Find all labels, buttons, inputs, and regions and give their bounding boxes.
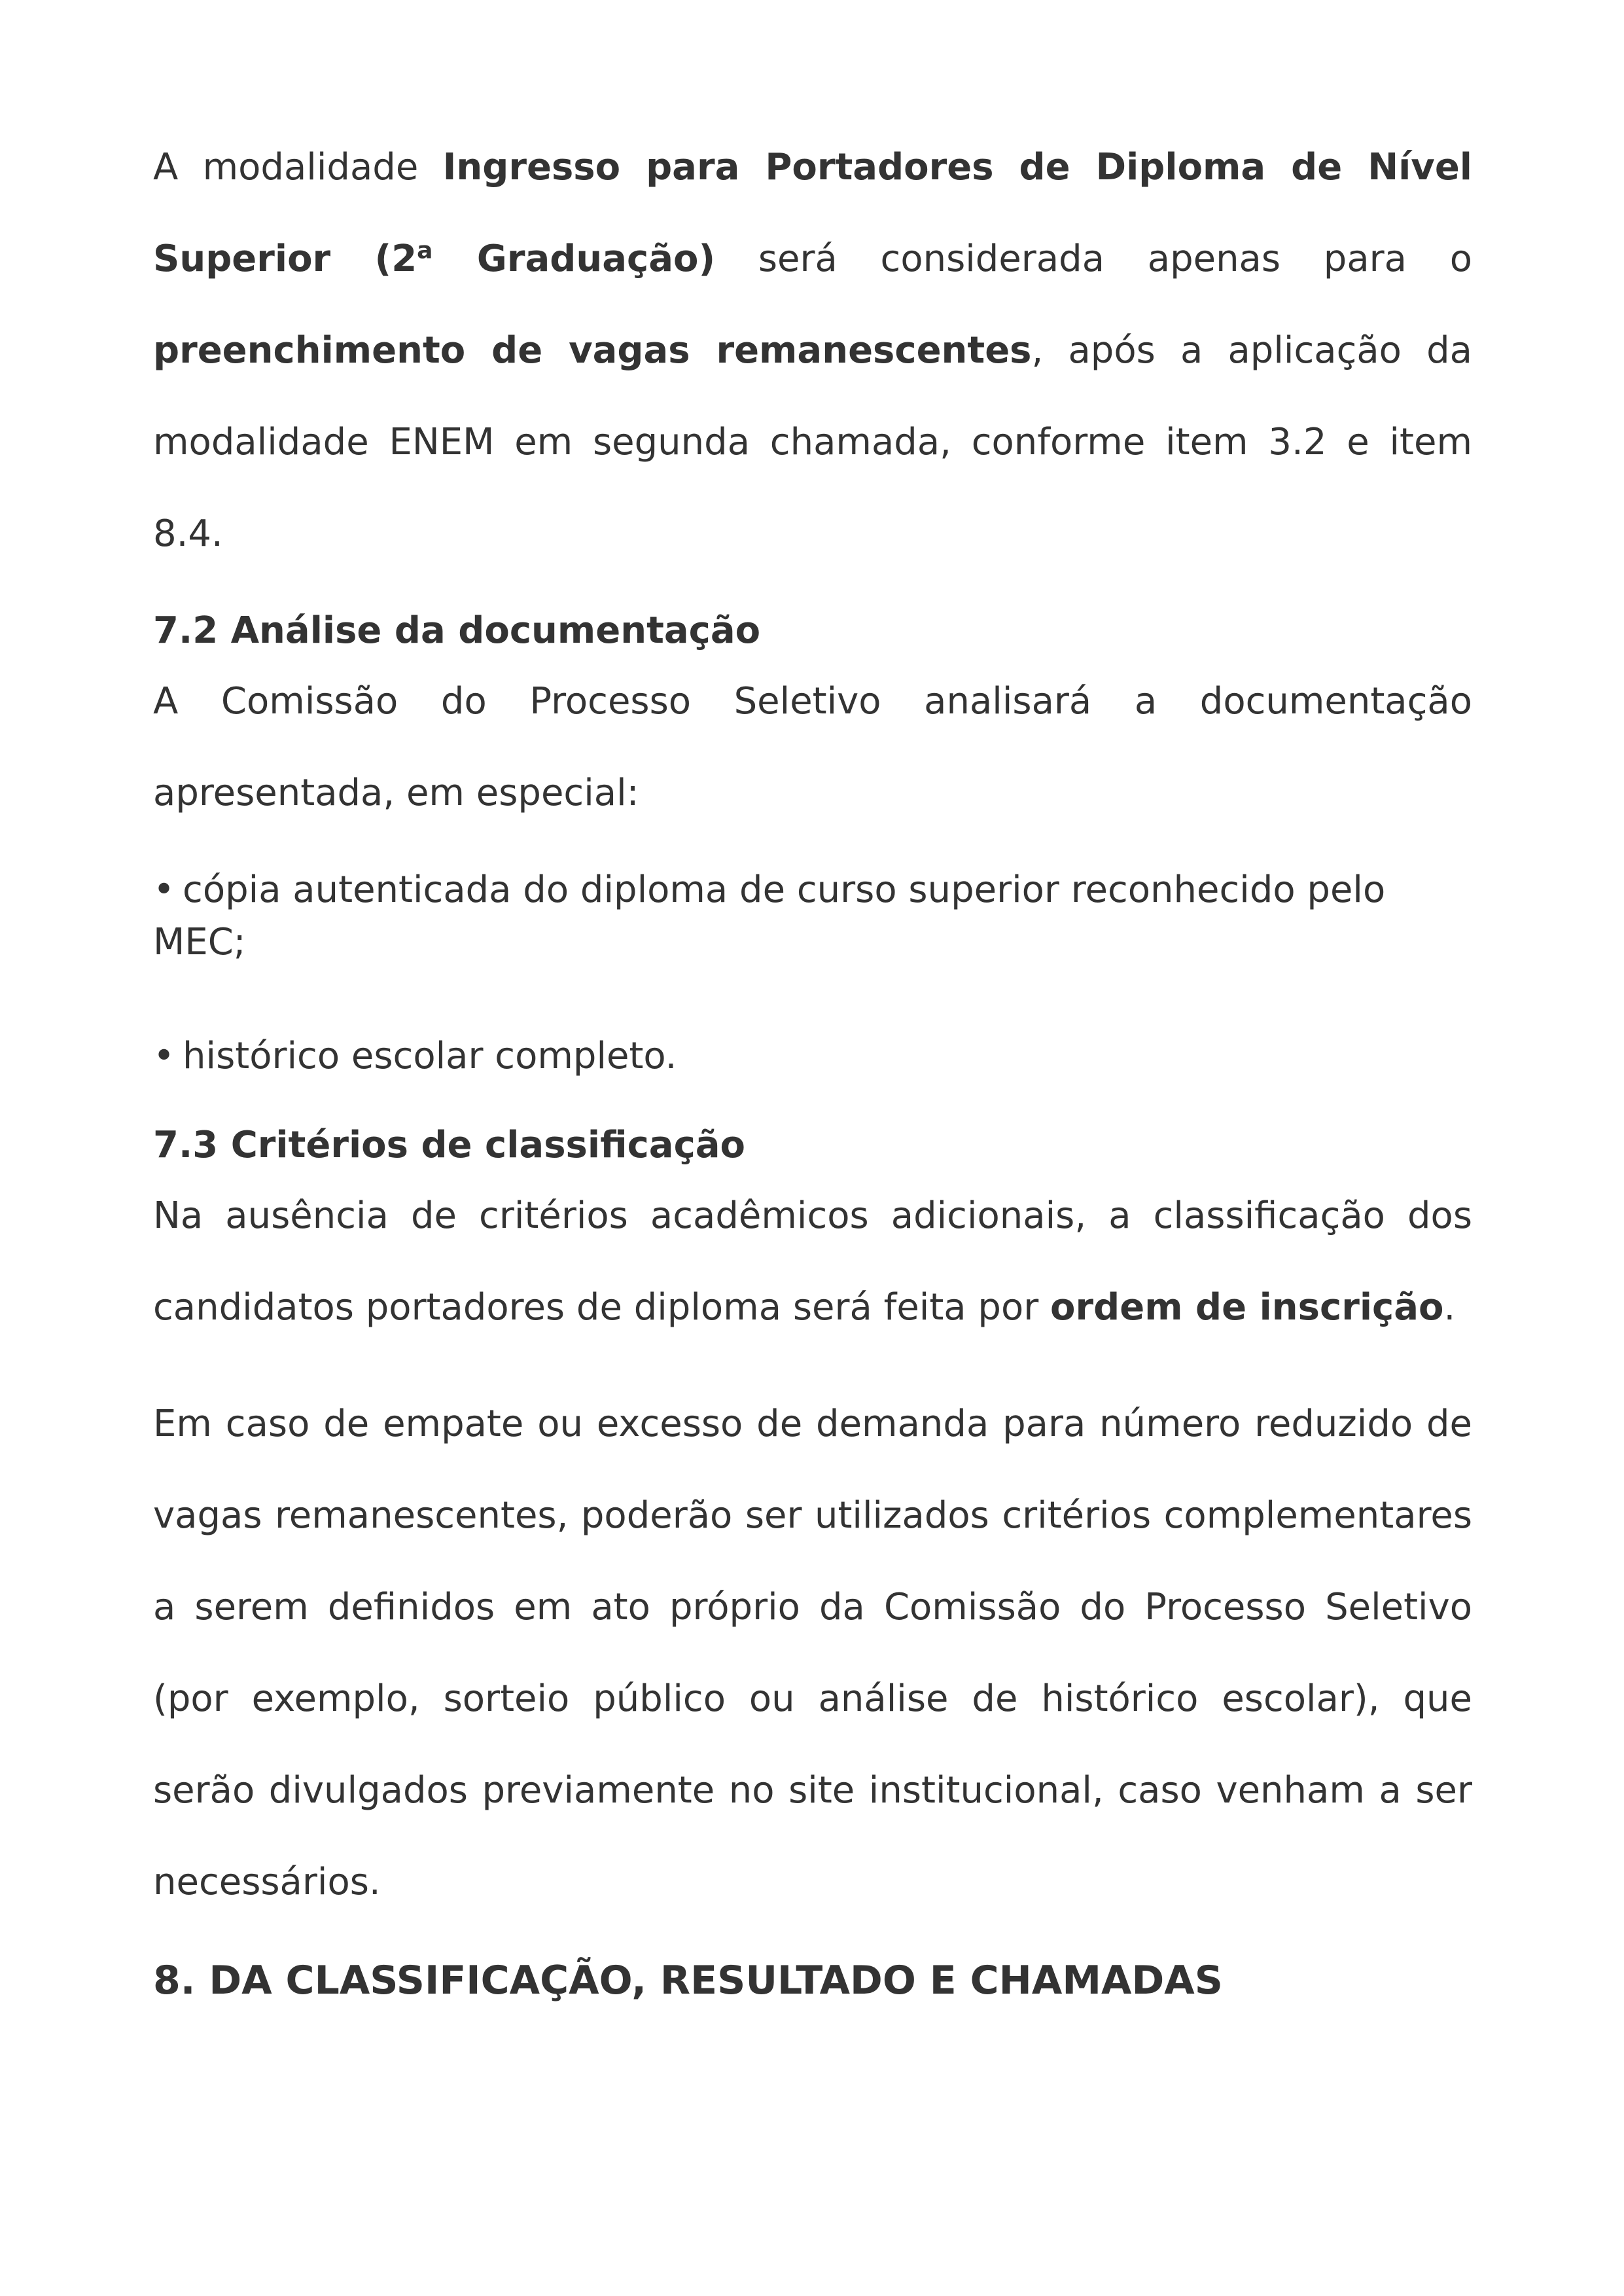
- heading-7-2: 7.2 Análise da documentação: [153, 609, 761, 652]
- list-item-text: cópia autenticada do diploma de curso superior reconhecido pelo MEC;: [153, 869, 1386, 963]
- heading-7-3: 7.3 Critérios de classificação: [153, 1124, 746, 1166]
- paragraph-7-3-second: Em caso de empate ou excesso de demanda para número reduzido de vagas remanescentes, poderão ser utilizados critérios complementares a serem definidos em ato próprio da Comissão do Processo Seletivo (por exemplo, sorteio público ou análise de histórico escolar), que serão divulgados previamente no site institucional, caso venham a ser necessários.: [153, 1403, 1472, 1903]
- bullet-dot-icon: •: [153, 869, 175, 911]
- list-item: [153, 864, 1472, 969]
- intro-bold-modality-end: Graduação): [432, 238, 716, 280]
- bullet-dot-icon: •: [153, 1035, 175, 1077]
- intro-text-3: , após a aplicação da modalidade ENEM em segunda chamada, conforme item 3.2 e item 8.4.: [153, 329, 1472, 555]
- list-item-text: histórico escolar completo.: [183, 1035, 677, 1077]
- heading-section-8: 8. DA CLASSIFICAÇÃO, RESULTADO E CHAMADAS: [153, 1958, 1223, 2003]
- intro-ordinal-sup: a: [417, 237, 433, 264]
- paragraph-7-3-bold: ordem de inscrição: [1050, 1286, 1444, 1329]
- paragraph-7-2: A Comissão do Processo Seletivo analisará a documentação apresentada, em especial:: [153, 680, 1472, 814]
- paragraph-7-3-end: .: [1443, 1286, 1456, 1329]
- paragraph-7-3-text: Na ausência de critérios acadêmicos adicionais, a classificação dos candidatos portadores de diploma será feita por: [153, 1194, 1472, 1329]
- intro-bold-modality: Ingresso para Portadores de Diploma de Nível Superior (2: [153, 146, 1472, 280]
- document-page: [153, 145, 1472, 2007]
- intro-paragraph: [153, 122, 1472, 580]
- bullet-list: [153, 864, 1472, 1083]
- paragraph-7-3-first: [153, 1170, 1472, 1354]
- intro-bold-vacancies: preenchimento de vagas remanescentes: [153, 329, 1032, 372]
- intro-text-1: A modalidade: [153, 146, 443, 188]
- intro-text-2: será considerada apenas para o: [715, 238, 1472, 280]
- list-item: [153, 1030, 1472, 1083]
